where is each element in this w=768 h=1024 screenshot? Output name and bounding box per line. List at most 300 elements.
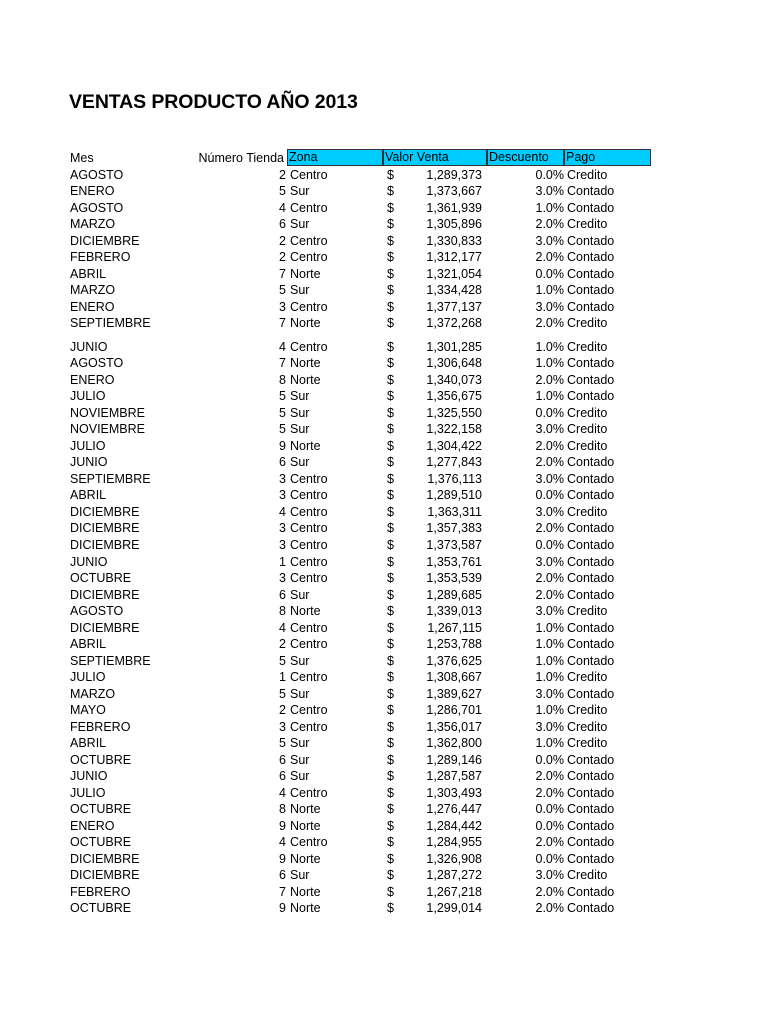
- cell-mes: DICIEMBRE: [70, 587, 140, 602]
- table-row: [0, 669, 768, 686]
- cell-zona: Centro: [290, 488, 328, 503]
- cell-valor-venta: 1,289,510: [426, 488, 482, 503]
- table-row: [0, 851, 768, 868]
- cell-numero-tienda: 5: [279, 405, 286, 420]
- cell-zona: Norte: [290, 884, 321, 899]
- cell-valor-venta: 1,284,955: [426, 835, 482, 850]
- cell-pago: Contado: [567, 283, 615, 298]
- cell-currency-symbol: $: [387, 653, 394, 668]
- cell-currency-symbol: $: [387, 620, 394, 635]
- cell-zona: Sur: [290, 686, 310, 701]
- cell-zona: Centro: [290, 299, 328, 314]
- cell-mes: OCTUBRE: [70, 752, 132, 767]
- cell-pago: Contado: [567, 620, 615, 635]
- cell-pago: Credito: [567, 438, 608, 453]
- header-valor-venta: Valor Venta: [383, 149, 487, 166]
- cell-numero-tienda: 3: [279, 299, 286, 314]
- cell-mes: MARZO: [70, 217, 116, 232]
- cell-currency-symbol: $: [387, 422, 394, 437]
- cell-numero-tienda: 9: [279, 818, 286, 833]
- cell-zona: Norte: [290, 802, 321, 817]
- table-row: [0, 421, 768, 438]
- cell-mes: OCTUBRE: [70, 802, 132, 817]
- table-row: [0, 355, 768, 372]
- cell-zona: Centro: [290, 785, 328, 800]
- cell-currency-symbol: $: [387, 686, 394, 701]
- cell-descuento: 0.0%: [535, 537, 564, 552]
- cell-numero-tienda: 6: [279, 752, 286, 767]
- cell-numero-tienda: 5: [279, 184, 286, 198]
- table-row: [0, 167, 768, 184]
- cell-valor-venta: 1,253,788: [426, 637, 482, 652]
- table-row: [0, 867, 768, 884]
- cell-currency-symbol: $: [387, 184, 394, 198]
- cell-numero-tienda: 8: [279, 372, 286, 387]
- cell-zona: Centro: [290, 554, 328, 569]
- cell-zona: Centro: [290, 719, 328, 734]
- cell-descuento: 2.0%: [535, 785, 564, 800]
- header-pago: Pago: [564, 149, 651, 166]
- cell-zona: Sur: [290, 389, 310, 404]
- cell-mes: FEBRERO: [70, 250, 131, 265]
- cell-descuento: 1.0%: [535, 670, 564, 685]
- table-row: [0, 884, 768, 901]
- cell-pago: Credito: [567, 868, 608, 883]
- cell-descuento: 1.0%: [535, 339, 564, 354]
- cell-descuento: 2.0%: [535, 372, 564, 387]
- cell-descuento: 3.0%: [535, 233, 564, 248]
- cell-mes: JUNIO: [70, 339, 108, 354]
- cell-valor-venta: 1,363,311: [427, 504, 482, 519]
- cell-pago: Contado: [567, 233, 615, 248]
- cell-mes: JULIO: [70, 389, 106, 404]
- table-row: [0, 438, 768, 455]
- cell-valor-venta: 1,277,843: [426, 455, 482, 470]
- cell-pago: Contado: [567, 455, 615, 470]
- cell-pago: Contado: [567, 356, 615, 371]
- cell-currency-symbol: $: [387, 884, 394, 899]
- table-row: [0, 339, 768, 356]
- cell-zona: Norte: [290, 372, 321, 387]
- cell-pago: Contado: [567, 250, 615, 265]
- cell-zona: Norte: [290, 438, 321, 453]
- cell-valor-venta: 1,373,667: [426, 184, 482, 198]
- cell-descuento: 1.0%: [535, 736, 564, 751]
- cell-currency-symbol: $: [387, 554, 394, 569]
- cell-pago: Contado: [567, 884, 615, 899]
- cell-pago: Contado: [567, 554, 615, 569]
- cell-pago: Contado: [567, 299, 615, 314]
- cell-currency-symbol: $: [387, 316, 394, 331]
- cell-descuento: 0.0%: [535, 405, 564, 420]
- table-row: [0, 554, 768, 571]
- cell-valor-venta: 1,361,939: [426, 200, 482, 215]
- cell-valor-venta: 1,287,587: [426, 769, 482, 784]
- cell-mes: ABRIL: [70, 736, 107, 751]
- table-row: [0, 537, 768, 554]
- cell-pago: Credito: [567, 703, 608, 718]
- cell-pago: Contado: [567, 266, 615, 281]
- cell-currency-symbol: $: [387, 818, 394, 833]
- cell-descuento: 3.0%: [535, 868, 564, 883]
- table-row: [0, 372, 768, 389]
- cell-currency-symbol: $: [387, 389, 394, 404]
- header-descuento: Descuento: [487, 149, 564, 166]
- table-row: [0, 405, 768, 422]
- cell-descuento: 3.0%: [535, 504, 564, 519]
- cell-currency-symbol: $: [387, 283, 394, 298]
- cell-valor-venta: 1,276,447: [426, 802, 482, 817]
- cell-numero-tienda: 4: [279, 200, 286, 215]
- cell-mes: JULIO: [70, 785, 106, 800]
- table-row: [0, 216, 768, 233]
- cell-descuento: 3.0%: [535, 604, 564, 618]
- cell-descuento: 2.0%: [535, 571, 564, 585]
- table-row: [0, 801, 768, 818]
- cell-numero-tienda: 1: [279, 554, 286, 569]
- cell-numero-tienda: 8: [279, 802, 286, 817]
- cell-mes: ABRIL: [70, 488, 107, 503]
- cell-currency-symbol: $: [387, 266, 394, 281]
- cell-valor-venta: 1,326,908: [426, 851, 482, 866]
- cell-pago: Contado: [567, 802, 615, 817]
- cell-valor-venta: 1,289,373: [426, 167, 482, 182]
- cell-numero-tienda: 5: [279, 283, 286, 298]
- cell-mes: NOVIEMBRE: [70, 405, 146, 420]
- table-row: [0, 719, 768, 736]
- cell-mes: OCTUBRE: [70, 571, 132, 585]
- cell-zona: Centro: [290, 233, 328, 248]
- table-row: [0, 735, 768, 752]
- cell-valor-venta: 1,289,685: [426, 587, 482, 602]
- cell-pago: Contado: [567, 686, 615, 701]
- cell-valor-venta: 1,305,896: [426, 217, 482, 232]
- table-row: [0, 266, 768, 283]
- cell-valor-venta: 1,376,113: [427, 471, 482, 486]
- header-zona: Zona: [287, 149, 383, 166]
- cell-mes: FEBRERO: [70, 719, 131, 734]
- cell-currency-symbol: $: [387, 736, 394, 751]
- cell-zona: Centro: [290, 250, 328, 265]
- cell-pago: Contado: [567, 637, 615, 652]
- cell-pago: Contado: [567, 389, 615, 404]
- cell-pago: Credito: [567, 670, 608, 685]
- cell-valor-venta: 1,301,285: [426, 339, 482, 354]
- cell-descuento: 2.0%: [535, 316, 564, 331]
- table-row: [0, 471, 768, 488]
- cell-currency-symbol: $: [387, 719, 394, 734]
- cell-zona: Sur: [290, 587, 310, 602]
- table-row: [0, 487, 768, 504]
- table-row: [0, 818, 768, 835]
- cell-mes: DICIEMBRE: [70, 521, 140, 536]
- cell-mes: DICIEMBRE: [70, 537, 140, 552]
- cell-currency-symbol: $: [387, 471, 394, 486]
- cell-mes: JUNIO: [70, 455, 108, 470]
- cell-zona: Centro: [290, 835, 328, 850]
- cell-descuento: 0.0%: [535, 752, 564, 767]
- cell-descuento: 1.0%: [535, 356, 564, 371]
- cell-descuento: 0.0%: [535, 167, 564, 182]
- table-row: [0, 454, 768, 471]
- cell-currency-symbol: $: [387, 587, 394, 602]
- cell-numero-tienda: 6: [279, 868, 286, 883]
- cell-pago: Contado: [567, 653, 615, 668]
- cell-pago: Contado: [567, 488, 615, 503]
- cell-valor-venta: 1,353,539: [426, 571, 482, 585]
- cell-numero-tienda: 4: [279, 785, 286, 800]
- cell-mes: SEPTIEMBRE: [70, 316, 151, 331]
- cell-currency-symbol: $: [387, 200, 394, 215]
- cell-pago: Contado: [567, 587, 615, 602]
- cell-currency-symbol: $: [387, 703, 394, 718]
- cell-numero-tienda: 7: [279, 884, 286, 899]
- cell-numero-tienda: 2: [279, 250, 286, 265]
- cell-numero-tienda: 2: [279, 233, 286, 248]
- cell-mes: OCTUBRE: [70, 901, 132, 916]
- cell-currency-symbol: $: [387, 372, 394, 387]
- cell-zona: Norte: [290, 266, 321, 281]
- cell-currency-symbol: $: [387, 339, 394, 354]
- table-row: [0, 183, 768, 200]
- cell-currency-symbol: $: [387, 455, 394, 470]
- cell-zona: Sur: [290, 736, 310, 751]
- cell-numero-tienda: 3: [279, 488, 286, 503]
- cell-valor-venta: 1,340,073: [426, 372, 482, 387]
- table-row: [0, 686, 768, 703]
- cell-pago: Contado: [567, 835, 615, 850]
- cell-pago: Credito: [567, 604, 608, 618]
- cell-mes: AGOSTO: [70, 167, 124, 182]
- cell-currency-symbol: $: [387, 769, 394, 784]
- cell-zona: Centro: [290, 670, 328, 685]
- cell-valor-venta: 1,330,833: [426, 233, 482, 248]
- cell-valor-venta: 1,322,158: [426, 422, 482, 437]
- cell-pago: Contado: [567, 372, 615, 387]
- cell-mes: OCTUBRE: [70, 835, 132, 850]
- table-row: [0, 752, 768, 769]
- cell-valor-venta: 1,308,667: [426, 670, 482, 685]
- cell-mes: ENERO: [70, 372, 115, 387]
- cell-mes: JUNIO: [70, 554, 108, 569]
- cell-currency-symbol: $: [387, 405, 394, 420]
- table-row: [0, 834, 768, 851]
- cell-numero-tienda: 6: [279, 455, 286, 470]
- cell-valor-venta: 1,306,648: [426, 356, 482, 371]
- table-row: [0, 200, 768, 217]
- cell-mes: MAYO: [70, 703, 106, 718]
- cell-mes: DICIEMBRE: [70, 851, 140, 866]
- cell-pago: Contado: [567, 471, 615, 486]
- cell-mes: JUNIO: [70, 769, 108, 784]
- cell-mes: JULIO: [70, 670, 106, 685]
- cell-mes: ENERO: [70, 299, 115, 314]
- cell-numero-tienda: 3: [279, 537, 286, 552]
- cell-zona: Centro: [290, 471, 328, 486]
- cell-valor-venta: 1,289,146: [426, 752, 482, 767]
- cell-zona: Centro: [290, 339, 328, 354]
- table-row: [0, 520, 768, 537]
- cell-zona: Centro: [290, 167, 328, 182]
- cell-descuento: 1.0%: [535, 283, 564, 298]
- cell-descuento: 2.0%: [535, 438, 564, 453]
- cell-zona: Centro: [290, 620, 328, 635]
- cell-currency-symbol: $: [387, 785, 394, 800]
- cell-zona: Sur: [290, 455, 310, 470]
- table-row: [0, 388, 768, 405]
- cell-descuento: 0.0%: [535, 266, 564, 281]
- cell-mes: MARZO: [70, 686, 116, 701]
- cell-valor-venta: 1,372,268: [426, 316, 482, 331]
- cell-currency-symbol: $: [387, 835, 394, 850]
- cell-mes: SEPTIEMBRE: [70, 653, 151, 668]
- cell-descuento: 1.0%: [535, 703, 564, 718]
- cell-valor-venta: 1,287,272: [426, 868, 482, 883]
- table-row: [0, 603, 768, 620]
- cell-currency-symbol: $: [387, 488, 394, 503]
- cell-currency-symbol: $: [387, 752, 394, 767]
- cell-descuento: 2.0%: [535, 521, 564, 536]
- cell-zona: Norte: [290, 604, 321, 618]
- cell-numero-tienda: 5: [279, 686, 286, 701]
- cell-descuento: 3.0%: [535, 719, 564, 734]
- cell-mes: DICIEMBRE: [70, 620, 140, 635]
- table-row: [0, 299, 768, 316]
- cell-pago: Credito: [567, 316, 608, 331]
- cell-mes: DICIEMBRE: [70, 504, 140, 519]
- cell-valor-venta: 1,299,014: [426, 901, 482, 916]
- cell-zona: Sur: [290, 405, 310, 420]
- cell-valor-venta: 1,376,625: [426, 653, 482, 668]
- table-row: [0, 504, 768, 521]
- header-numero-tienda: Número Tienda: [198, 151, 284, 165]
- cell-valor-venta: 1,357,383: [426, 521, 482, 536]
- cell-zona: Norte: [290, 316, 321, 331]
- cell-descuento: 2.0%: [535, 835, 564, 850]
- cell-zona: Sur: [290, 769, 310, 784]
- cell-numero-tienda: 5: [279, 653, 286, 668]
- cell-mes: NOVIEMBRE: [70, 422, 146, 437]
- table-row: [0, 587, 768, 604]
- cell-currency-symbol: $: [387, 250, 394, 265]
- cell-numero-tienda: 4: [279, 620, 286, 635]
- cell-currency-symbol: $: [387, 233, 394, 248]
- cell-currency-symbol: $: [387, 637, 394, 652]
- cell-numero-tienda: 1: [279, 670, 286, 685]
- cell-zona: Norte: [290, 818, 321, 833]
- cell-numero-tienda: 5: [279, 736, 286, 751]
- cell-numero-tienda: 8: [279, 604, 286, 618]
- cell-zona: Sur: [290, 868, 310, 883]
- cell-currency-symbol: $: [387, 504, 394, 519]
- cell-mes: DICIEMBRE: [70, 868, 140, 883]
- cell-mes: ABRIL: [70, 637, 107, 652]
- cell-descuento: 1.0%: [535, 637, 564, 652]
- cell-descuento: 0.0%: [535, 851, 564, 866]
- cell-mes: DICIEMBRE: [70, 233, 140, 248]
- table-row: [0, 282, 768, 299]
- cell-currency-symbol: $: [387, 299, 394, 314]
- cell-pago: Credito: [567, 719, 608, 734]
- cell-valor-venta: 1,303,493: [426, 785, 482, 800]
- cell-pago: Credito: [567, 405, 608, 420]
- cell-pago: Contado: [567, 537, 615, 552]
- cell-numero-tienda: 4: [279, 504, 286, 519]
- header-mes: Mes: [70, 151, 94, 165]
- cell-valor-venta: 1,356,675: [426, 389, 482, 404]
- cell-valor-venta: 1,334,428: [426, 283, 482, 298]
- cell-numero-tienda: 3: [279, 571, 286, 585]
- cell-valor-venta: 1,377,137: [426, 299, 482, 314]
- cell-pago: Contado: [567, 901, 615, 916]
- cell-mes: AGOSTO: [70, 356, 124, 371]
- cell-descuento: 2.0%: [535, 884, 564, 899]
- cell-numero-tienda: 4: [279, 339, 286, 354]
- cell-descuento: 1.0%: [535, 620, 564, 635]
- cell-numero-tienda: 2: [279, 703, 286, 718]
- table-row: [0, 620, 768, 637]
- cell-mes: AGOSTO: [70, 200, 124, 215]
- cell-zona: Norte: [290, 851, 321, 866]
- cell-descuento: 2.0%: [535, 455, 564, 470]
- cell-numero-tienda: 3: [279, 471, 286, 486]
- cell-pago: Contado: [567, 184, 615, 198]
- cell-valor-venta: 1,373,587: [426, 537, 482, 552]
- cell-valor-venta: 1,389,627: [426, 686, 482, 701]
- cell-valor-venta: 1,267,218: [426, 884, 482, 899]
- cell-zona: Centro: [290, 571, 328, 585]
- cell-numero-tienda: 6: [279, 769, 286, 784]
- cell-valor-venta: 1,362,800: [426, 736, 482, 751]
- cell-valor-venta: 1,356,017: [426, 719, 482, 734]
- cell-pago: Contado: [567, 785, 615, 800]
- cell-descuento: 1.0%: [535, 653, 564, 668]
- cell-zona: Sur: [290, 217, 310, 232]
- cell-descuento: 3.0%: [535, 686, 564, 701]
- cell-currency-symbol: $: [387, 438, 394, 453]
- cell-descuento: 0.0%: [535, 488, 564, 503]
- cell-zona: Centro: [290, 637, 328, 652]
- cell-numero-tienda: 7: [279, 356, 286, 371]
- cell-mes: SEPTIEMBRE: [70, 471, 151, 486]
- cell-descuento: 2.0%: [535, 217, 564, 232]
- cell-zona: Centro: [290, 504, 328, 519]
- cell-descuento: 3.0%: [535, 471, 564, 486]
- cell-numero-tienda: 9: [279, 438, 286, 453]
- cell-pago: Contado: [567, 571, 615, 585]
- cell-numero-tienda: 2: [279, 167, 286, 182]
- cell-currency-symbol: $: [387, 670, 394, 685]
- cell-descuento: 2.0%: [535, 587, 564, 602]
- table-row: [0, 570, 768, 587]
- cell-currency-symbol: $: [387, 851, 394, 866]
- cell-mes: AGOSTO: [70, 604, 124, 618]
- cell-currency-symbol: $: [387, 167, 394, 182]
- cell-currency-symbol: $: [387, 802, 394, 817]
- cell-zona: Norte: [290, 901, 321, 916]
- cell-valor-venta: 1,325,550: [426, 405, 482, 420]
- cell-zona: Centro: [290, 521, 328, 536]
- cell-numero-tienda: 7: [279, 316, 286, 331]
- table-row: [0, 702, 768, 719]
- cell-numero-tienda: 4: [279, 835, 286, 850]
- cell-numero-tienda: 5: [279, 422, 286, 437]
- cell-zona: Centro: [290, 537, 328, 552]
- cell-currency-symbol: $: [387, 604, 394, 618]
- cell-zona: Sur: [290, 653, 310, 668]
- cell-zona: Centro: [290, 703, 328, 718]
- table-row: [0, 233, 768, 250]
